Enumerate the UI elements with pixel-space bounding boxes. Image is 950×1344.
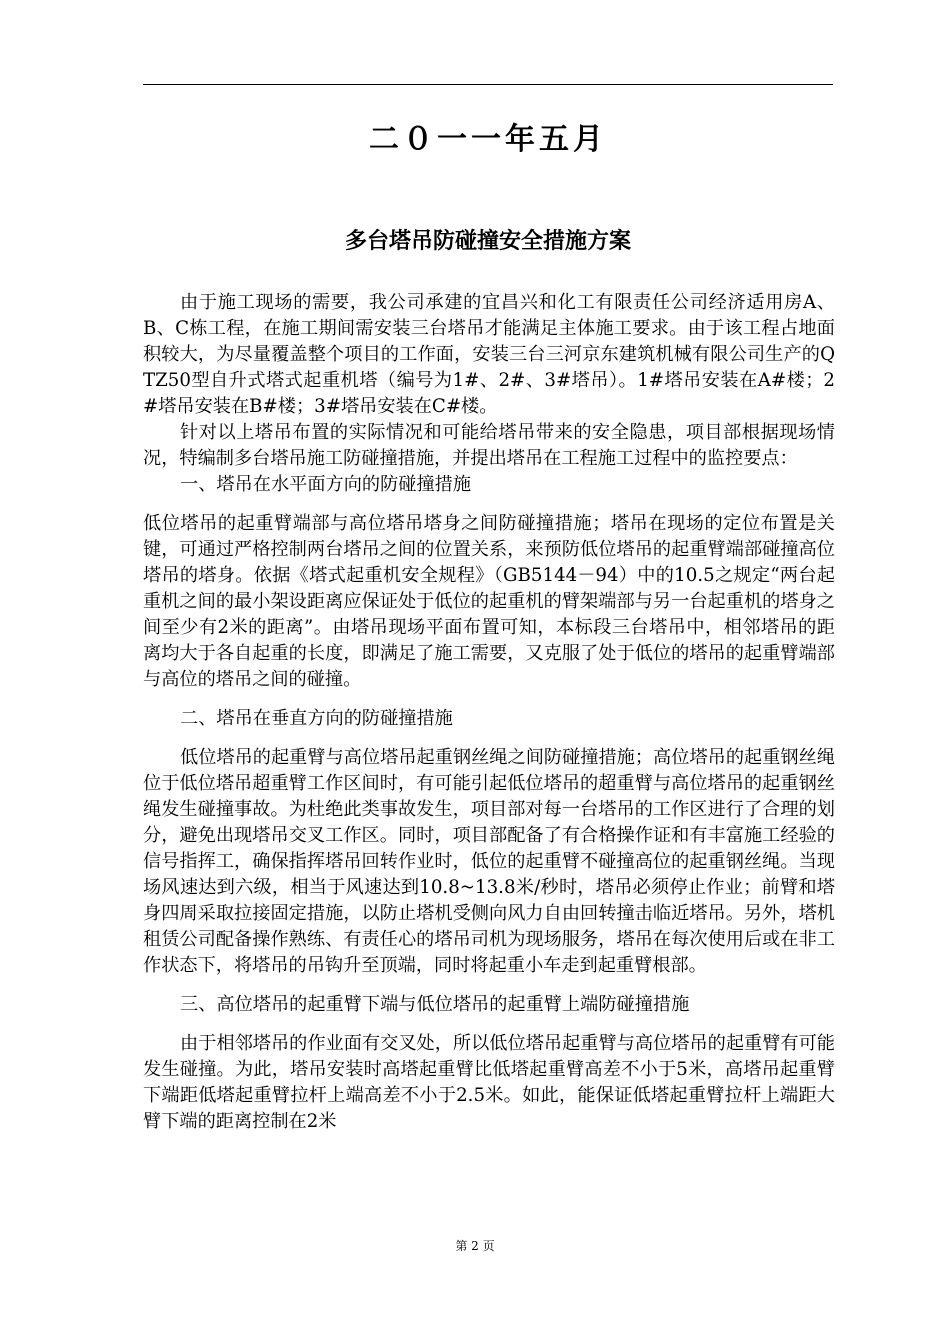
section-heading-vertical: 二、塔吊在垂直方向的防碰撞措施 bbox=[180, 708, 453, 729]
document-body bbox=[143, 290, 835, 1135]
paragraph-vertical-measures: 低位塔吊的起重臂与高位塔吊起重钢丝绳之间防碰撞措施；高位塔吊的起重钢丝绳位于低位塔吊超重臂工作区间时，有可能引起低位塔吊的超重臂与高位塔吊的起重钢丝绳发生碰撞事故。为杜绝此类事故发生，项目部对每一台塔吊的工作区进行了合理的划分，避免出现塔吊交叉工作区。同时，项目部配备了有合格操作证和有丰富施工经验的信号指挥工，确保指挥塔吊回转作业时，低位的起重臂不碰撞高位的起重钢丝绳。当现场风速达到六级，相当于风速达到10.8~13.8米/秒时，塔吊必须停止作业；前臂和塔身四周采取拉接固定措施，以防止塔机受侧向风力自由回转撞击临近塔吊。另外，塔机租赁公司配备操作熟练、有责任心的塔吊司机为现场服务，塔吊在每次使用后或在非工作状态下，将塔吊的吊钩升至顶端，同时将起重小车走到起重臂根部。 bbox=[143, 747, 835, 976]
page-number: 第 2 页 bbox=[455, 1239, 495, 1253]
document-title: 多台塔吊防碰撞安全措施方案 bbox=[344, 229, 631, 254]
paragraph-horizontal-measures: 低位塔吊的起重臂端部与高位塔吊塔身之间防碰撞措施；塔吊在现场的定位布置是关键，可通过严格控制两台塔吊之间的位置关系，来预防低位塔吊的起重臂端部碰撞高位塔吊的塔身。依据《塔式起重机安全规程》（GB5144－94）中的10.5之规定“两台起重机之间的最小架设距离应保证处于低位的起重机的臂架端部与另一台起重机的塔身之间至少有2米的距离”。由塔吊现场平面布置可知，本标段三台塔吊中，相邻塔吊的距离均大于各自起重的长度，即满足了施工需要，又克服了处于低位的塔吊的起重臂端部与高位的塔吊之间的碰撞。 bbox=[143, 513, 835, 690]
section-heading-boom-height: 三、高位塔吊的起重臂下端与低位塔吊的起重臂上端防碰撞措施 bbox=[180, 994, 690, 1015]
section-heading-horizontal: 一、塔吊在水平面方向的防碰撞措施 bbox=[180, 474, 472, 495]
paragraph-boom-height-measures: 由于相邻塔吊的作业面有交叉处，所以低位塔吊起重臂与高位塔吊的起重臂有可能发生碰撞。为此，塔吊安装时高塔起重臂比低塔起重臂高差不小于5米，高塔吊起重臂下端距低塔起重臂拉杆上端高差不小于2.5米。如此，能保证低塔起重臂拉杆上端距大臂下端的距离控制在2米 bbox=[143, 1033, 835, 1132]
paragraph-purpose: 针对以上塔吊布置的实际情况和可能给塔吊带来的安全隐患，项目部根据现场情况，特编制多台塔吊施工防碰撞措施，并提出塔吊在工程施工过程中的监控要点： bbox=[143, 422, 835, 469]
date-heading: 二０一一年五月 bbox=[369, 122, 607, 157]
paragraph-intro: 由于施工现场的需要，我公司承建的宜昌兴和化工有限责任公司经济适用房A、B、C栋工程，在施工期间需安装三台塔吊才能满足主体施工要求。由于该工程占地面积较大，为尽量覆盖整个项目的工作面，安装三台三河京东建筑机械有限公司生产的QTZ50型自升式塔式起重机塔（编号为1#、2#、3#塔吊）。1#塔吊安装在A#楼；2#塔吊安装在B#楼；3#塔吊安装在C#楼。 bbox=[143, 292, 835, 417]
header-rule bbox=[143, 84, 833, 85]
